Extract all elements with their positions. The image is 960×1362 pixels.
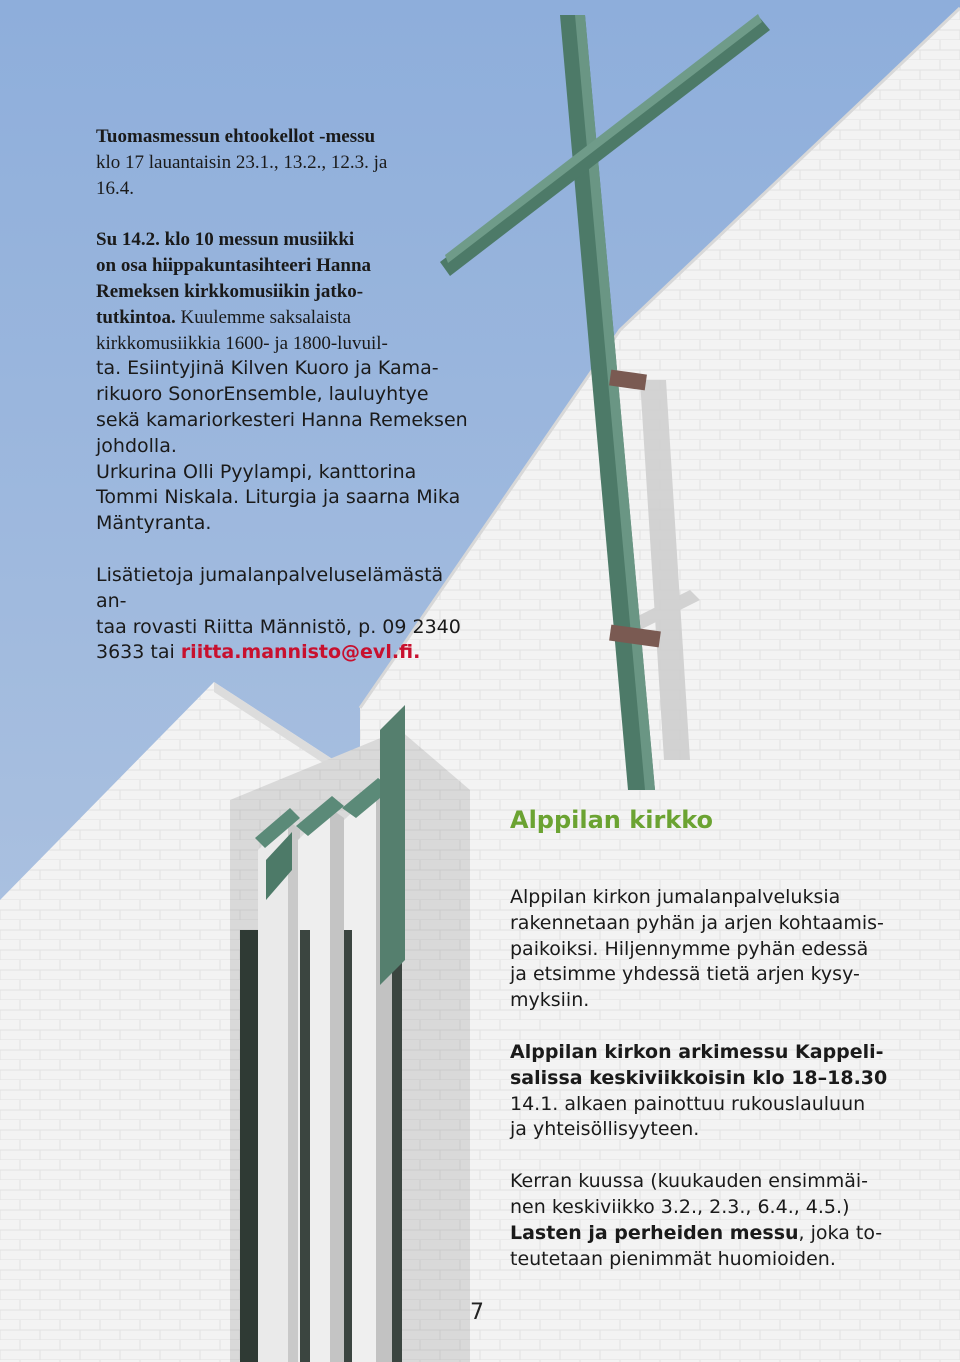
performers-line: johdolla.	[96, 434, 177, 457]
email-link[interactable]: riitta.mannisto@evl.fi.	[180, 641, 421, 664]
family-mass-line: Kerran kuussa (kuukauden ensimmäi-	[510, 1170, 869, 1193]
performers-line: ta. Esiintyjinä Kilven Kuoro ja Kama-	[96, 357, 439, 380]
music-info-bold: tutkintoa.	[96, 306, 176, 328]
intro-line: myksiin.	[510, 989, 590, 1012]
intro-line: rakennetaan pyhän ja arjen kohtaamis-	[510, 911, 884, 934]
performers-line: Tommi Niskala. Liturgia ja saarna Mika	[96, 486, 461, 509]
page-number: 7	[470, 1300, 484, 1325]
contact-phone: 3633 tai	[96, 641, 181, 664]
performers-line: Mäntyranta.	[96, 512, 212, 535]
intro-line: Alppilan kirkon jumalanpalveluksia	[510, 886, 841, 908]
family-mass-line	[510, 1221, 890, 1247]
church-title: Alppilan kirkko	[510, 806, 714, 834]
weekday-mass-line: Alppilan kirkon arkimessu Kappeli-	[510, 1040, 884, 1063]
left-text-column	[96, 124, 476, 666]
event-dates-line: 16.4.	[96, 177, 134, 199]
weekday-mass-line: salissa keskiviikkoisin klo 18–18.30	[510, 1066, 888, 1089]
music-info-line: kirkkomusiikkia 1600- ja 1800-luvuil-	[96, 332, 388, 354]
intro-line: ja etsimme yhdessä tietä arjen kysy-	[510, 963, 860, 986]
event-title: Tuomasmessun ehtookellot -messu	[96, 126, 376, 147]
weekday-mass-line: ja yhteisöllisyyteen.	[510, 1118, 700, 1141]
performers-line: rikuoro SonorEnsemble, lauluyhtye	[96, 383, 429, 406]
music-info-line: Su 14.2. klo 10 messun musiikki	[96, 229, 355, 251]
event-dates-line: klo 17 lauantaisin 23.1., 13.2., 12.3. ja	[96, 151, 388, 173]
family-mass-line: nen keskiviikko 3.2., 2.3., 6.4., 4.5.)	[510, 1195, 850, 1218]
performers-line: Urkurina Olli Pyylampi, kanttorina	[96, 460, 417, 483]
performers-line: sekä kamariorkesteri Hanna Remeksen	[96, 408, 468, 431]
family-mass-bold: Lasten ja perheiden messu	[510, 1221, 799, 1244]
weekday-mass-line: 14.1. alkaen painottuu rukouslauluun	[510, 1092, 866, 1115]
music-info-line: on osa hiippakuntasihteeri Hanna	[96, 255, 372, 277]
music-info-line	[96, 305, 476, 331]
family-mass-line: teutetaan pienimmät huomioiden.	[510, 1247, 836, 1270]
contact-line: Lisätietoja jumalanpalveluselämästä an-	[96, 563, 444, 612]
right-text-column	[510, 885, 890, 1272]
contact-line	[96, 640, 476, 666]
vertical-fins	[240, 790, 402, 1362]
contact-line: taa rovasti Riitta Männistö, p. 09 2340	[96, 615, 461, 638]
intro-line: paikoiksi. Hiljennymme pyhän edessä	[510, 937, 869, 960]
music-info-rest: Kuulemme saksalaista	[175, 306, 351, 328]
family-mass-rest: , joka to-	[798, 1221, 883, 1244]
music-info-line: Remeksen kirkkomusiikin jatko-	[96, 280, 364, 302]
